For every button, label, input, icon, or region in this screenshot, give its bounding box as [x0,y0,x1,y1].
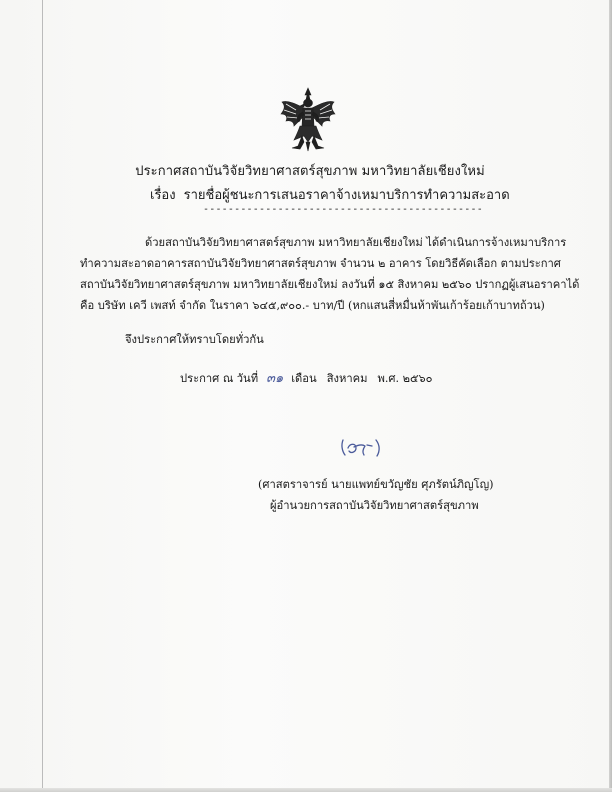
garuda-emblem-icon [278,86,338,152]
date-day-handwritten: ๓๑ [266,371,284,386]
title-separator: --------------------------------------------- [203,204,483,215]
scan-bottom-edge [0,788,612,792]
closing-statement: จึงประกาศให้ทราบโดยทั่วกัน [125,333,264,346]
body-line-3: สถาบันวิจัยวิทยาศาสตร์สุขภาพ มหาวิทยาลัยเชียงใหม่ ลงวันที่ ๑๕ สิงหาคม ๒๕๖๐ ปรากฏผู้เสนอราคาได้ [80,278,580,291]
date-prefix: ประกาศ ณ วันที่ [180,372,259,385]
announcement-subject [150,184,510,205]
subject-text: รายชื่อผู้ชนะการเสนอราคาจ้างเหมาบริการทำความสะอาด [183,188,510,203]
date-month-label: เดือน [291,372,317,385]
signatory-position: ผู้อำนวยการสถาบันวิจัยวิทยาศาสตร์สุขภาพ [270,499,479,512]
handwritten-signature [340,437,386,459]
body-line-4: คือ บริษัท เควี เพสท์ จำกัด ในราคา ๖๔๕,๙๐๐.- บาท/ปี (หกแสนสี่หมื่นห้าพันเก้าร้อยเก้าบาทถ้วน) [80,299,545,312]
scan-shadow-line [42,0,43,792]
date-month: สิงหาคม [326,372,368,385]
body-line-2: ทำความสะอาดอาคารสถาบันวิจัยวิทยาศาสตร์สุขภาพ จำนวน ๒ อาคาร โดยวิธีคัดเลือก ตามประกาศ [80,257,561,270]
date-year: พ.ศ. ๒๕๖๐ [377,372,433,385]
announcement-date [180,367,432,388]
announcement-title: ประกาศสถาบันวิจัยวิทยาศาสตร์สุขภาพ มหาวิทยาลัยเชียงใหม่ [135,164,485,179]
body-line-1: ด้วยสถาบันวิจัยวิทยาศาสตร์สุขภาพ มหาวิทยาลัยเชียงใหม่ ได้ดำเนินการจ้างเหมาบริการ [145,236,567,249]
subject-label: เรื่อง [150,188,176,203]
signatory-name: (ศาสตราจารย์ นายแพทย์ขวัญชัย ศุภรัตน์ภิญโญ) [258,478,494,491]
